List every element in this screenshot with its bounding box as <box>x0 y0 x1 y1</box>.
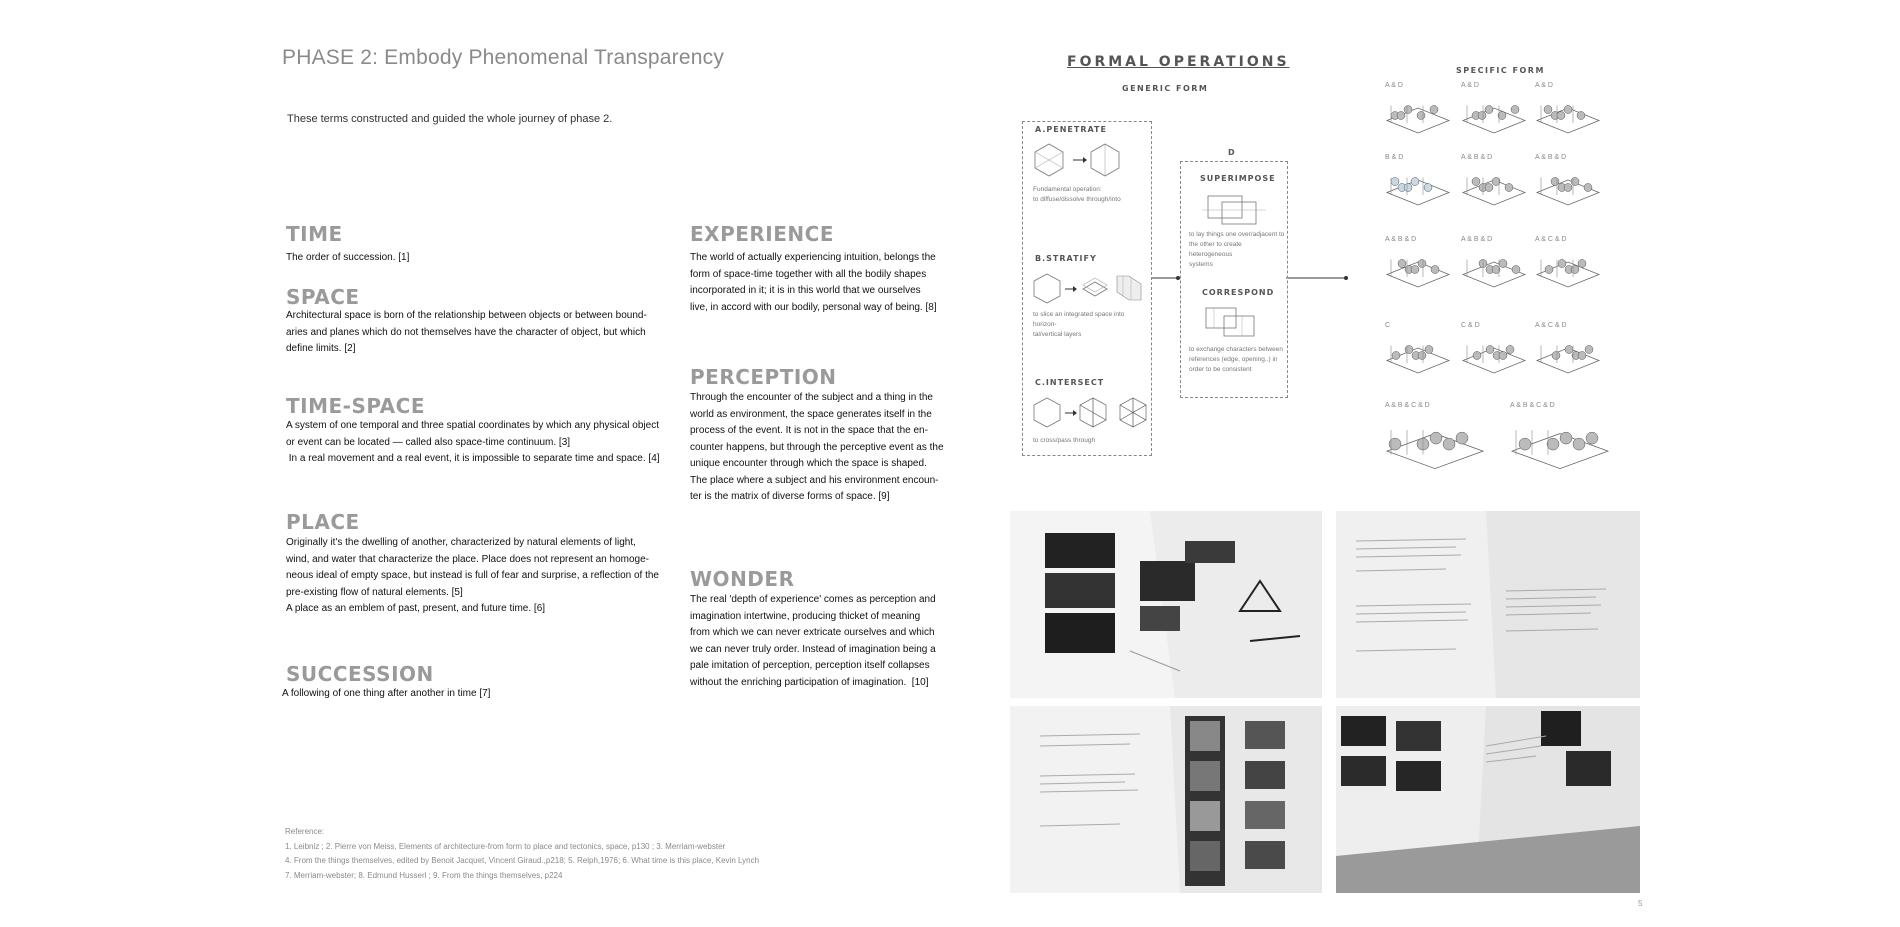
generic-form-label: GENERIC FORM <box>1122 84 1209 93</box>
specific-form-label: A & B & C & D <box>1385 402 1430 409</box>
op-desc-stratify <box>1033 310 1145 340</box>
specific-form-label: C & D <box>1461 322 1480 329</box>
op-label-superimpose: SUPERIMPOSE <box>1200 174 1276 183</box>
page-title: PHASE 2: Embody Phenomenal Transparency <box>282 46 725 69</box>
term-line: world as environment, the space generates itself in the <box>690 408 932 420</box>
term-body-perception <box>690 390 960 506</box>
term-line: A system of one temporal and three spatial coordinates by which any physical object <box>286 420 659 431</box>
term-line: pre-existing flow of natural elements. [5] <box>286 586 463 598</box>
op-label-stratify: B.STRATIFY <box>1035 254 1097 263</box>
op-desc-line: to lay things one over/adjacent to <box>1189 231 1285 238</box>
correspond-diagram <box>1200 302 1270 342</box>
axonometric-thumbnail <box>1385 414 1485 484</box>
term-heading-perception: PERCEPTION <box>690 365 837 389</box>
specific-form-label: A & C & D <box>1535 236 1567 243</box>
reference-line-3: 7. Merriam-webster; 8. Edmund Husserl ; 9. From the things themselves, p224 <box>285 870 563 880</box>
term-line: Architectural space is born of the relationship between objects or between bound- <box>286 310 647 321</box>
term-line: A place as an emblem of past, present, and future time. [6] <box>286 603 546 614</box>
penetrate-diagram <box>1033 142 1148 178</box>
term-line: aries and planes which do not themselves have the character of object, but which <box>286 326 646 338</box>
term-line: Originally it's the dwelling of another, characterized by natural elements of light, <box>286 537 636 548</box>
reference-label: Reference: <box>285 827 325 836</box>
term-line: A following of one thing after another in time [7] <box>282 688 491 699</box>
booklet-photo-4 <box>1336 706 1640 893</box>
op-desc-line: to cross/pass through <box>1033 437 1096 444</box>
booklet-photo-3 <box>1010 706 1322 893</box>
group-label-d: D <box>1228 148 1236 157</box>
op-desc-line: systems <box>1189 261 1213 268</box>
op-label-correspond: CORRESPOND <box>1202 288 1275 297</box>
axonometric-thumbnail <box>1535 94 1601 144</box>
specific-form-label: SPECIFIC FORM <box>1456 66 1545 75</box>
page-number: 5 <box>1638 899 1643 908</box>
op-desc-penetrate <box>1033 185 1143 205</box>
term-line: neous ideal of empty space, but instead is full of fear and surprise, a reflection of the <box>286 570 659 581</box>
op-desc-line: Fundamental operation: <box>1033 186 1102 193</box>
term-line: live, in accord with our bodily, personal way of being. [8] <box>690 301 937 313</box>
specific-form-label: A & D <box>1461 82 1479 89</box>
op-desc-line: the other to create heterogeneous <box>1189 241 1242 258</box>
term-line: Through the encounter of the subject and a thing in the <box>690 392 933 403</box>
reference-line-2: 4. From the things themselves, edited by Benoit Jacquet, Vincent Giraud.,p218; 5. Relph,1976; 6. What time is this place, Kevin Lynch <box>285 856 760 865</box>
term-body-succession <box>282 686 642 703</box>
term-line: from which we can never extricate ourselves and which <box>690 627 935 638</box>
term-heading-place: PLACE <box>286 510 360 534</box>
specific-form-label: A & B & D <box>1461 236 1493 243</box>
axonometric-thumbnail <box>1461 94 1527 144</box>
term-heading-time: TIME <box>286 222 343 246</box>
axonometric-thumbnail <box>1385 248 1451 298</box>
specific-form-label: A & B & D <box>1461 154 1493 161</box>
axonometric-thumbnail <box>1461 334 1527 384</box>
intersect-diagram <box>1033 396 1148 430</box>
specific-form-label: A & B & D <box>1385 236 1417 243</box>
term-line: wind, and water that characterize the place. Place does not represent an homoge- <box>286 553 649 565</box>
stratify-diagram <box>1033 272 1148 306</box>
specific-form-grid <box>1385 82 1615 482</box>
specific-form-label: A & C & D <box>1535 322 1567 329</box>
axonometric-thumbnail <box>1385 334 1451 384</box>
term-line: In a real movement and a real event, it is impossible to separate time and space. [4] <box>286 453 660 464</box>
term-body-experience <box>690 250 960 316</box>
axonometric-thumbnail <box>1385 94 1451 144</box>
booklet-photo-1 <box>1010 511 1322 698</box>
term-line: The order of succession. [1] <box>286 252 410 263</box>
term-line: incorporated in it; it is in this world that we ourselves <box>690 285 921 296</box>
term-line: The place where a subject and his environment encoun- <box>690 474 939 486</box>
specific-form-label: A & D <box>1385 82 1403 89</box>
term-body-time-space <box>286 418 660 468</box>
term-line: process of the event. It is not in the space that the en- <box>690 425 928 436</box>
term-body-wonder <box>690 592 960 691</box>
term-line: without the enriching participation of imagination. [10] <box>690 676 929 688</box>
op-desc-line: to diffuse/dissolve through/into <box>1033 196 1121 203</box>
op-label-intersect: C.INTERSECT <box>1035 378 1105 387</box>
op-desc-line: to exchange characters between <box>1189 346 1283 353</box>
term-heading-wonder: WONDER <box>690 567 795 591</box>
term-heading-experience: EXPERIENCE <box>690 222 834 246</box>
specific-form-label: C <box>1385 322 1391 329</box>
op-desc-line: to slice an integrated space into horizon- <box>1033 311 1125 328</box>
specific-form-label: A & B & C & D <box>1510 402 1555 409</box>
specific-form-label: B & D <box>1385 154 1404 161</box>
term-body-time <box>286 250 626 267</box>
op-desc-line: references (edge, opening..) in <box>1189 356 1278 363</box>
term-line: The real 'depth of experience' comes as perception and <box>690 594 936 605</box>
axonometric-thumbnail <box>1385 166 1451 216</box>
term-line: ter is the matrix of diverse forms of space. [9] <box>690 491 890 502</box>
term-line: define limits. [2] <box>286 343 356 354</box>
axonometric-thumbnail <box>1461 166 1527 216</box>
term-heading-time-space: TIME-SPACE <box>286 394 425 418</box>
op-desc-line: order to be consistent <box>1189 366 1252 373</box>
term-heading-succession: SUCCESSION <box>286 662 434 686</box>
superimpose-diagram <box>1200 190 1270 228</box>
reference-line-1: 1. Leibniz ; 2. Pierre von Meiss, Elements of architecture-from form to place and tectonics, space, p130 ; 3. Merriam-webster <box>285 841 726 851</box>
reference-block <box>285 825 759 883</box>
axonometric-thumbnail <box>1461 248 1527 298</box>
booklet-photo-2 <box>1336 511 1640 698</box>
term-line: or event can be located — called also space-time continuum. [3] <box>286 436 571 448</box>
term-line: The world of actually experiencing intuition, belongs the <box>690 252 936 263</box>
specific-form-label: A & B & D <box>1535 154 1567 161</box>
op-desc-superimpose <box>1189 230 1285 270</box>
term-line: unique encounter through which the space is shaped. <box>690 458 927 469</box>
intro-text: These terms constructed and guided the whole journey of phase 2. <box>287 113 613 125</box>
axonometric-thumbnail <box>1535 166 1601 216</box>
term-heading-space: SPACE <box>286 285 360 309</box>
axonometric-thumbnail <box>1535 334 1601 384</box>
diagram-title: FORMAL OPERATIONS <box>1067 54 1290 70</box>
axonometric-thumbnail <box>1510 414 1610 484</box>
term-line: imagination intertwine, producing thicket of meaning <box>690 610 921 622</box>
op-desc-line: tal/vertical layers <box>1033 331 1082 338</box>
op-label-penetrate: A.PENETRATE <box>1035 125 1107 134</box>
op-desc-correspond <box>1189 345 1285 375</box>
axonometric-thumbnail <box>1535 248 1601 298</box>
term-line: counter happens, but through the perceptive event as the <box>690 441 944 453</box>
term-line: pale imitation of perception, perception itself collapses <box>690 660 930 671</box>
op-desc-intersect <box>1033 436 1145 446</box>
term-line: we can never truly order. Instead of imagination being a <box>690 643 936 655</box>
term-body-place <box>286 535 666 618</box>
term-body-space <box>286 308 646 358</box>
term-line: form of space-time together with all the bodily shapes <box>690 268 927 280</box>
specific-form-label: A & D <box>1535 82 1553 89</box>
